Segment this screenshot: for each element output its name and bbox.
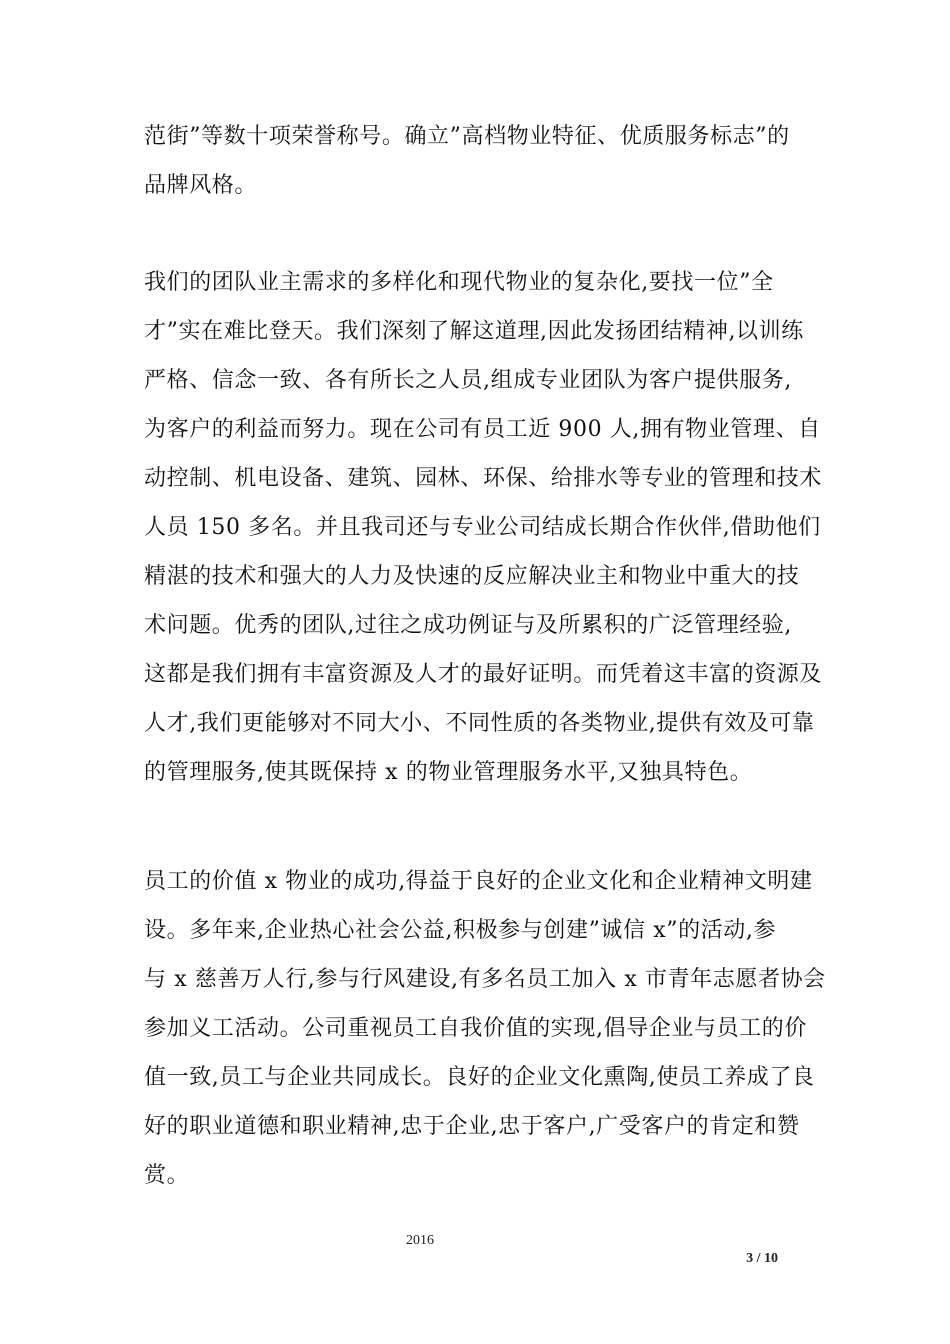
page-number: 3 / 10 (746, 1251, 778, 1266)
paragraph-1-line-2: 品牌风格。 (144, 173, 258, 198)
paragraph-3-line-5: 值一致,员工与企业共同成长。良好的企业文化熏陶,使员工养成了良 (144, 1065, 815, 1090)
paragraph-3-line-1: 员工的价值 x 物业的成功,得益于良好的企业文化和企业精神文明建 (144, 869, 813, 894)
paragraph-2-line-3: 严格、信念一致、各有所长之人员,组成专业团队为客户提供服务, (144, 368, 792, 393)
paragraph-3-line-7: 赏。 (144, 1163, 190, 1188)
paragraph-2-line-4: 为客户的利益而努力。现在公司有员工近 900 人,拥有物业管理、自 (144, 417, 821, 442)
footer-year: 2016 (406, 1233, 434, 1248)
paragraph-2-line-5: 动控制、机电设备、建筑、园林、环保、给排水等专业的管理和技术 (144, 466, 823, 491)
paragraph-3-line-2: 设。多年来,企业热心社会公益,积极参与创建”诚信 x”的活动,参 (144, 918, 777, 943)
paragraph-2-line-11: 的管理服务,使其既保持 x 的物业管理服务水平,又独具特色。 (144, 760, 753, 785)
paragraph-2-line-2: 才”实在难比登天。我们深刻了解这道理,因此发扬团结精神,以训练 (144, 319, 804, 344)
paragraph-2-line-6: 人员 150 多名。并且我司还与专业公司结成长期合作伙伴,借助他们 (144, 515, 821, 540)
paragraph-2-line-7: 精湛的技术和强大的人力及快速的反应解决业主和物业中重大的技 (144, 564, 800, 589)
paragraph-3-line-4: 参加义工活动。公司重视员工自我价值的实现,倡导企业与员工的价 (144, 1016, 807, 1041)
paragraph-3-line-6: 好的职业道德和职业精神,忠于企业,忠于客户,广受客户的肯定和赞 (144, 1114, 800, 1139)
paragraph-2-line-9: 这都是我们拥有丰富资源及人才的最好证明。而凭着这丰富的资源及 (144, 662, 823, 687)
paragraph-2-line-1: 我们的团队业主需求的多样化和现代物业的复杂化,要找一位”全 (144, 270, 774, 295)
paragraph-1-line-1: 范街”等数十项荣誉称号。确立”高档物业特征、优质服务标志”的 (144, 124, 790, 149)
paragraph-3-line-3: 与 x 慈善万人行,参与行风建设,有多名员工加入 x 市青年志愿者协会 (144, 967, 826, 992)
paragraph-2-line-10: 人才,我们更能够对不同大小、不同性质的各类物业,提供有效及可靠 (144, 711, 815, 736)
paragraph-2-line-8: 术问题。优秀的团队,过往之成功例证与及所累积的广泛管理经验, (144, 613, 792, 638)
